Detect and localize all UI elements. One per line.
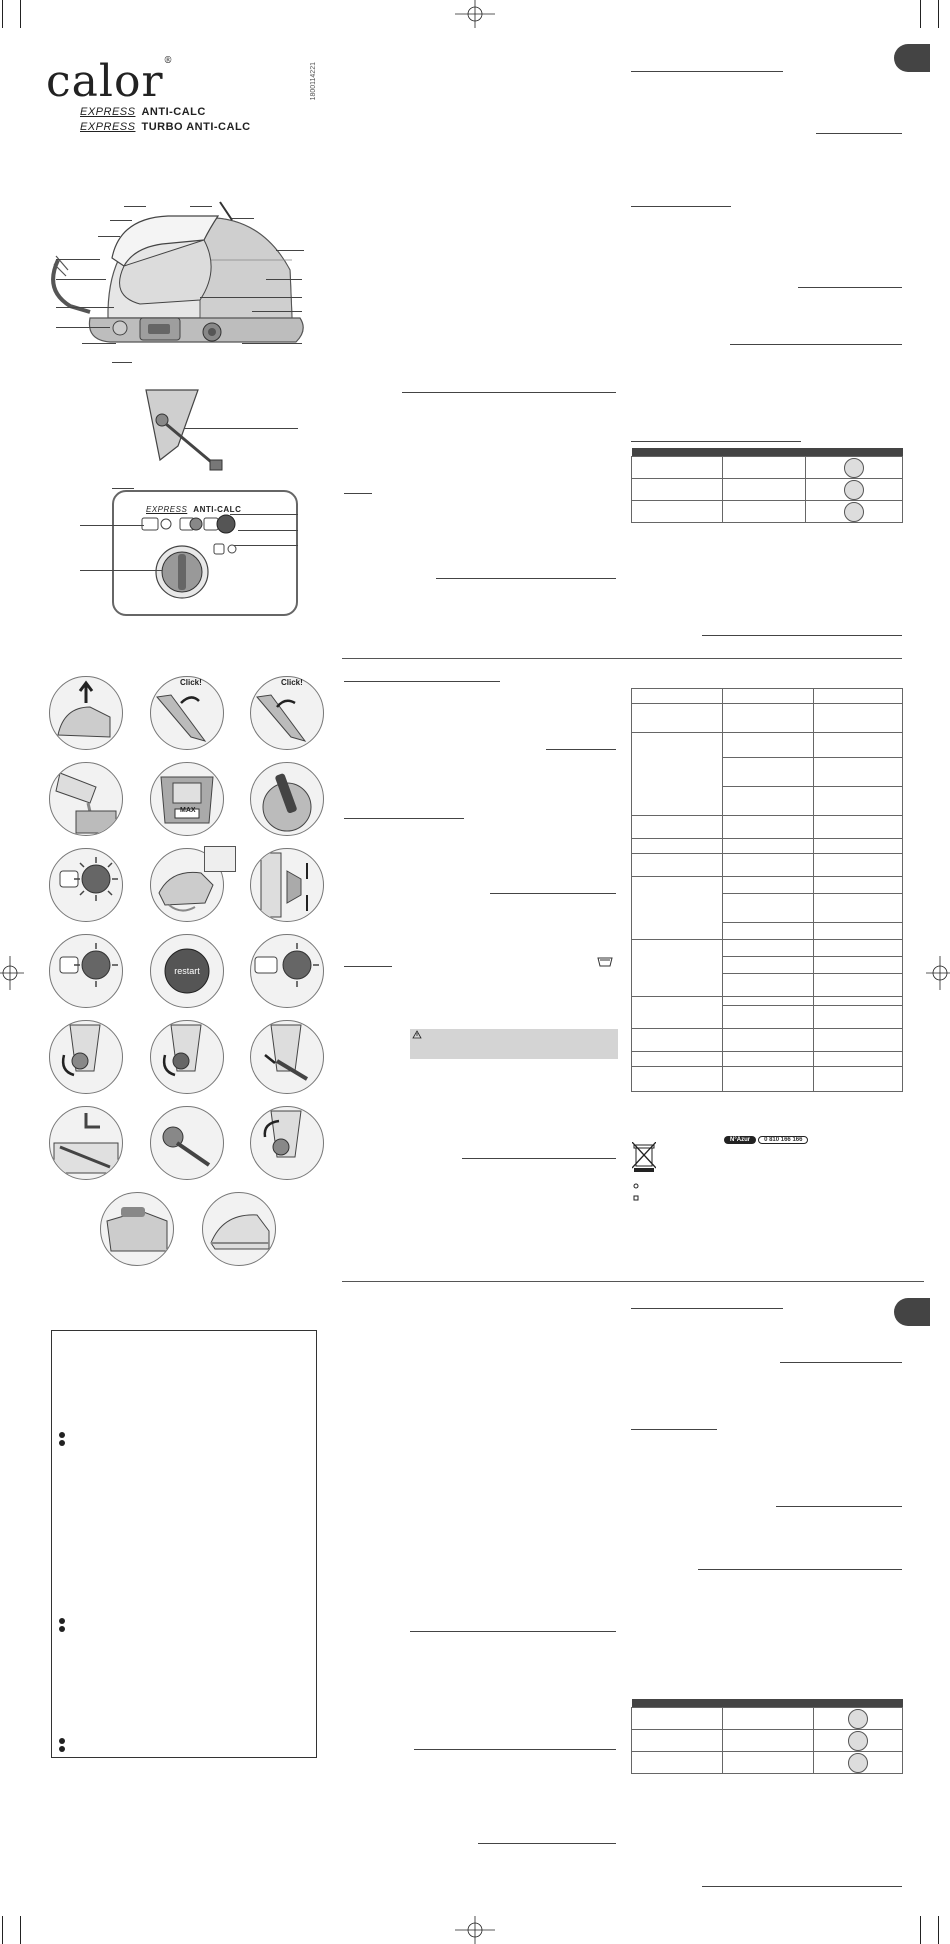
section-divider (342, 1281, 924, 1282)
table-row (632, 1730, 903, 1752)
table-cell (814, 974, 903, 997)
table-cell (814, 940, 903, 957)
table-cell (632, 1067, 723, 1092)
table-cell (723, 839, 814, 854)
table-cell (632, 501, 723, 523)
table-row (632, 997, 903, 1006)
model-name: ANTI-CALC (141, 106, 206, 118)
hotline-number: 0 810 166 166 (758, 1136, 808, 1144)
table-row (632, 839, 903, 854)
heading-rule (410, 1631, 616, 1632)
heading-rule (414, 1749, 616, 1750)
registration-mark (926, 956, 950, 990)
table-cell (814, 1067, 903, 1092)
recycle-bin-icon (632, 1142, 656, 1172)
max-label: MAX (180, 807, 196, 814)
heading-rule (462, 1158, 616, 1159)
small-symbol-icon (632, 1183, 640, 1189)
table-cell (814, 1752, 903, 1774)
bullet-dot (59, 1738, 65, 1744)
collector-rod-illustration (138, 386, 248, 476)
table-cell (814, 1006, 903, 1029)
table-cell (814, 839, 903, 854)
iron-setting-icon (844, 502, 864, 522)
callout-line (56, 327, 110, 328)
control-panel-buttons (140, 514, 280, 604)
table-cell (723, 923, 814, 940)
section-divider (342, 658, 902, 659)
step-20-lock-storage (202, 1192, 276, 1266)
model-line-1 (80, 106, 206, 118)
restart-label: restart (174, 966, 200, 976)
table-cell (723, 704, 814, 733)
callout-line (98, 236, 120, 237)
registration-mark (455, 1916, 495, 1944)
heading-rule (730, 344, 902, 345)
table-cell (806, 501, 903, 523)
step-3-lock-iron (250, 676, 324, 750)
table-cell (632, 1752, 723, 1774)
step-17-insert-rod (150, 1106, 224, 1180)
table-cell (814, 689, 903, 704)
step-15-remove-rod (250, 1020, 324, 1094)
table-row (632, 501, 903, 523)
heading-rule (546, 749, 616, 750)
callout-line (230, 514, 298, 515)
callout-line (232, 218, 254, 219)
model-line-2 (80, 121, 251, 133)
table-row (632, 1708, 903, 1730)
callout-line (56, 307, 114, 308)
table-cell (723, 1029, 814, 1052)
crop-mark (938, 1916, 939, 1944)
heading-rule (436, 578, 616, 579)
callout-line (80, 525, 144, 526)
table-cell (814, 733, 903, 758)
table-cell (723, 1052, 814, 1067)
heading-rule (631, 206, 731, 207)
table-cell (632, 1708, 723, 1730)
table-cell (632, 704, 723, 733)
registration-mark (455, 0, 495, 28)
callout-line (82, 343, 116, 344)
troubleshooting-table (631, 688, 903, 1092)
heading-rule (344, 681, 500, 682)
table-header-row (632, 448, 903, 457)
iron-setting-icon (844, 458, 864, 478)
table-row (632, 1067, 903, 1092)
callout-line (266, 279, 302, 280)
step-6-plug-in (250, 762, 324, 836)
callout-line (200, 297, 302, 298)
small-symbol-icon (633, 1195, 639, 1201)
table-row (632, 854, 903, 877)
step-1-lift-cover (49, 676, 123, 750)
reference-number: 1800114221 (310, 62, 317, 101)
table-cell (632, 854, 723, 877)
step-10-light-on (49, 934, 123, 1008)
table-row (632, 816, 903, 839)
table-cell (814, 704, 903, 733)
click-label: Click! (281, 678, 303, 687)
heading-rule (631, 71, 783, 72)
callout-line (56, 259, 100, 260)
control-panel-prefix: EXPRESS (146, 505, 188, 514)
temperature-table (631, 448, 903, 523)
heading-rule (631, 1429, 717, 1430)
table-cell (814, 816, 903, 839)
table-cell (632, 479, 723, 501)
table-row (632, 1052, 903, 1067)
warning-icon (412, 1030, 422, 1039)
crop-mark (920, 1916, 921, 1944)
crop-mark (938, 0, 939, 28)
callout-line (124, 206, 146, 207)
table-cell (814, 1730, 903, 1752)
table-cell (723, 854, 814, 877)
callout-line (184, 428, 298, 429)
heading-rule (631, 441, 801, 442)
table-cell (814, 787, 903, 816)
heading-rule (798, 287, 902, 288)
table-header (632, 1699, 903, 1708)
table-row (632, 479, 903, 501)
warning-box (410, 1029, 618, 1059)
table-cell (723, 1708, 814, 1730)
heading-rule (344, 493, 372, 494)
heading-rule (702, 635, 902, 636)
table-cell (632, 997, 723, 1029)
table-row (632, 457, 903, 479)
table-cell (632, 733, 723, 816)
bullet-dot (59, 1746, 65, 1752)
anti-calc-icon (596, 954, 614, 968)
callout-line (110, 220, 132, 221)
heading-rule (344, 818, 464, 819)
bullet-dot (59, 1626, 65, 1632)
table-cell (723, 733, 814, 758)
step-14-unscrew-rod (150, 1020, 224, 1094)
table-cell (723, 957, 814, 974)
table-cell (814, 854, 903, 877)
iron-setting-icon (848, 1753, 868, 1773)
callout-line (190, 206, 212, 207)
temperature-table-2 (631, 1699, 903, 1774)
table-cell (723, 997, 814, 1006)
table-row (632, 1752, 903, 1774)
heading-rule (698, 1569, 902, 1570)
table-cell (723, 1006, 814, 1029)
hotline-badge (724, 1136, 808, 1144)
table-header (632, 448, 903, 457)
control-panel-name: ANTI-CALC (193, 505, 242, 514)
heading-rule (631, 1308, 783, 1309)
table-cell (814, 923, 903, 940)
step-12-descale-light (250, 934, 324, 1008)
iron-setting-icon (848, 1709, 868, 1729)
table-cell (806, 457, 903, 479)
step-9-vertical-steam (250, 848, 324, 922)
table-cell (632, 457, 723, 479)
table-cell (723, 1752, 814, 1774)
steam-generator-illustration (50, 200, 310, 370)
table-cell (723, 501, 806, 523)
table-cell (723, 974, 814, 997)
notice-box (51, 1330, 317, 1758)
model-prefix: EXPRESS (80, 106, 136, 118)
step-7-on-off (49, 848, 123, 922)
bullet-dot (59, 1432, 65, 1438)
crop-mark (920, 0, 921, 28)
table-cell (814, 997, 903, 1006)
table-cell (814, 877, 903, 894)
table-cell (723, 1730, 814, 1752)
callout-line (112, 488, 134, 489)
table-cell (814, 1708, 903, 1730)
table-cell (632, 839, 723, 854)
crop-mark (2, 0, 3, 28)
table-cell (632, 877, 723, 940)
crop-mark (20, 1916, 21, 1944)
callout-line (234, 545, 298, 546)
crop-mark (2, 1916, 3, 1944)
table-cell (723, 787, 814, 816)
table-cell (632, 1052, 723, 1067)
table-cell (723, 816, 814, 839)
table-cell (723, 894, 814, 923)
step-2-unlock-iron (150, 676, 224, 750)
table-cell (806, 479, 903, 501)
brand-logo (46, 56, 173, 107)
table-cell (632, 1730, 723, 1752)
table-cell (723, 1067, 814, 1092)
table-cell (632, 689, 723, 704)
hotline-label: N°Azur (724, 1136, 756, 1144)
step-16-rinse-rod (49, 1106, 123, 1180)
step-4-fill-water (49, 762, 123, 836)
step-19-storage (100, 1192, 174, 1266)
iron-setting-icon (848, 1731, 868, 1751)
table-cell (723, 940, 814, 957)
table-cell (814, 957, 903, 974)
step-5-max-level (150, 762, 224, 836)
table-cell (632, 1029, 723, 1052)
table-row (632, 689, 903, 704)
callout-line (56, 279, 106, 280)
callout-line (276, 250, 304, 251)
table-row (632, 1029, 903, 1052)
step-18-tighten (250, 1106, 324, 1180)
registration-mark (0, 956, 24, 990)
callout-line (80, 570, 162, 571)
step-11-restart (150, 934, 224, 1008)
brand-name: calor (46, 56, 164, 107)
table-row (632, 940, 903, 957)
heading-rule (780, 1362, 902, 1363)
table-row (632, 704, 903, 733)
heading-rule (478, 1843, 616, 1844)
table-cell (814, 894, 903, 923)
heading-rule (344, 966, 392, 967)
heading-rule (702, 1886, 902, 1887)
table-cell (814, 758, 903, 787)
table-cell (723, 457, 806, 479)
heading-rule (402, 392, 616, 393)
step-13-unscrew (49, 1020, 123, 1094)
table-cell (723, 479, 806, 501)
model-name: TURBO ANTI-CALC (141, 121, 251, 133)
table-row (632, 877, 903, 894)
heading-rule (816, 133, 902, 134)
table-header-row (632, 1699, 903, 1708)
crop-mark (20, 0, 21, 28)
callout-line (242, 343, 302, 344)
model-prefix: EXPRESS (80, 121, 136, 133)
heading-rule (776, 1506, 902, 1507)
table-cell (632, 940, 723, 997)
language-tab (894, 44, 930, 72)
table-cell (814, 1052, 903, 1067)
callout-line (252, 311, 302, 312)
language-tab (894, 1298, 930, 1326)
click-label: Click! (180, 678, 202, 687)
callout-line (112, 362, 132, 363)
table-cell (723, 877, 814, 894)
table-cell (723, 758, 814, 787)
iron-setting-icon (844, 480, 864, 500)
bullet-dot (59, 1440, 65, 1446)
table-cell (723, 689, 814, 704)
control-panel-title (146, 505, 241, 514)
heading-rule (490, 893, 616, 894)
table-cell (632, 816, 723, 839)
inset-detail (204, 846, 236, 872)
table-cell (814, 1029, 903, 1052)
callout-line (238, 530, 298, 531)
table-row (632, 733, 903, 758)
brand-mark: ® (163, 56, 174, 66)
bullet-dot (59, 1618, 65, 1624)
